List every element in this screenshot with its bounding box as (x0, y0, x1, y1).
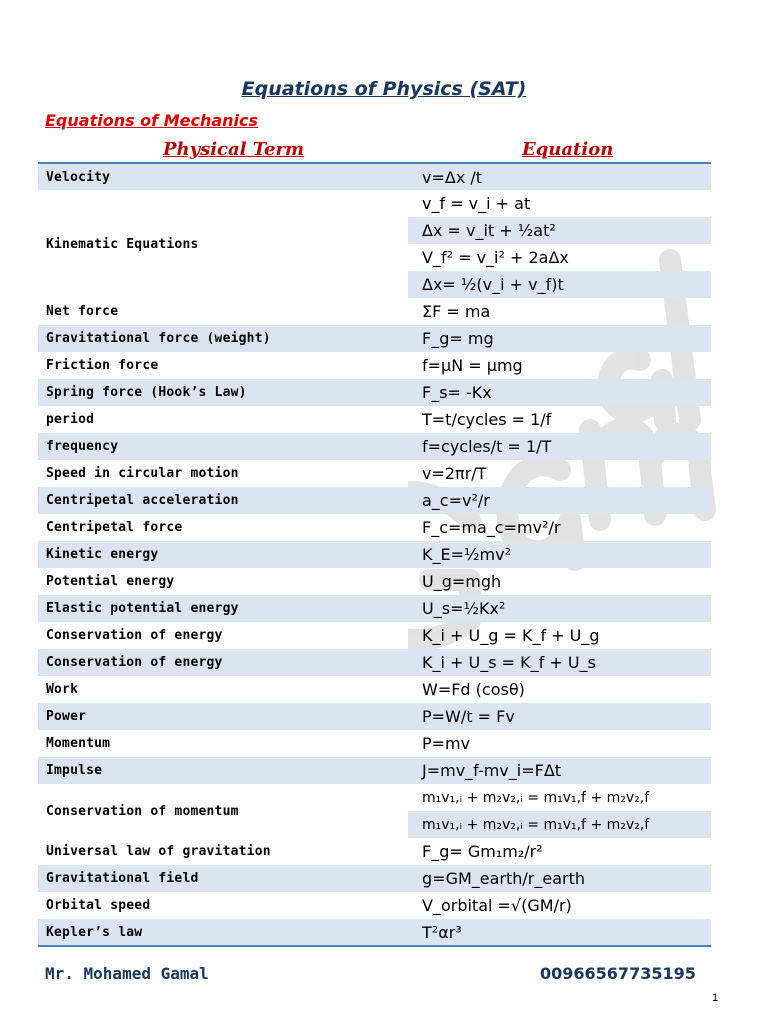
table-row (38, 595, 711, 622)
term-cell: Universal law of gravitation (38, 838, 408, 865)
equation-cell: T=t/cycles = 1/f (422, 410, 552, 429)
table-row (38, 325, 711, 352)
equation-cell: P=W/t = Fv (408, 703, 711, 730)
equation-cell: V_f² = v_i² + 2aΔx (422, 248, 569, 267)
table-row (38, 406, 711, 433)
equation-cell: V_orbital =√(GM/r) (422, 896, 572, 915)
term-cell: Kinematic Equations (38, 190, 408, 298)
term-cell: period (38, 406, 408, 433)
table-row (38, 919, 711, 946)
term-cell: Velocity (38, 163, 408, 190)
table-row (38, 514, 711, 541)
equation-cell: U_g=mgh (422, 572, 502, 591)
table-row (38, 460, 711, 487)
term-cell: Friction force (38, 352, 408, 379)
equation-cell: K_i + U_s = K_f + U_s (408, 649, 711, 676)
term-cell: Conservation of momentum (38, 784, 408, 838)
term-cell: Gravitational field (38, 865, 408, 892)
table-row (38, 352, 711, 379)
table-row (38, 379, 711, 406)
term-cell: Orbital speed (38, 892, 408, 919)
equation-cell: W=Fd (cosθ) (422, 680, 525, 699)
table-row (38, 757, 711, 784)
equation-cell: F_g= mg (408, 325, 711, 352)
table-row (38, 190, 711, 217)
author-name: Mr. Mohamed Gamal (45, 964, 209, 983)
table-row (38, 163, 711, 190)
equation-cell: P=mv (422, 734, 471, 753)
table-row (38, 730, 711, 757)
equation-cell: Δx= ½(v_i + v_f)t (408, 271, 711, 298)
equation-cell: v=Δx /t (408, 163, 711, 190)
table-row (38, 838, 711, 865)
term-cell: Net force (38, 298, 408, 325)
term-cell: Speed in circular motion (38, 460, 408, 487)
table-row (38, 865, 711, 892)
equation-cell: F_c=ma_c=mv²/r (422, 518, 561, 537)
column-header-term: Physical Term (163, 139, 305, 160)
table-row (38, 433, 711, 460)
table-row (38, 649, 711, 676)
term-cell: Centripetal force (38, 514, 408, 541)
phone-number: 00966567735195 (540, 964, 696, 983)
table-row (38, 892, 711, 919)
term-cell: Work (38, 676, 408, 703)
equation-cell: a_c=v²/r (408, 487, 711, 514)
table-row (38, 676, 711, 703)
equation-cell: K_i + U_g = K_f + U_g (422, 626, 600, 645)
table-row (38, 784, 711, 811)
term-cell: Power (38, 703, 408, 730)
equation-cell: F_s= -Kx (408, 379, 711, 406)
section-heading: Equations of Mechanics (45, 111, 259, 130)
equations-table (38, 162, 711, 947)
equation-cell: ΣF = ma (422, 302, 491, 321)
equation-cell: F_g= Gm₁m₂/r² (422, 842, 543, 861)
equation-cell: K_E=½mv² (408, 541, 711, 568)
term-cell: Kepler’s law (38, 919, 408, 946)
table-row (38, 568, 711, 595)
term-cell: Kinetic energy (38, 541, 408, 568)
equation-cell: T²αr³ (408, 919, 711, 946)
term-cell: Centripetal acceleration (38, 487, 408, 514)
equation-cell: m₁v₁,ᵢ + m₂v₂,ᵢ = m₁v₁,f + m₂v₂,f (422, 789, 650, 806)
equation-cell: U_s=½Kx² (408, 595, 711, 622)
table-row (38, 622, 711, 649)
term-cell: Momentum (38, 730, 408, 757)
term-cell: Impulse (38, 757, 408, 784)
equation-cell: g=GM_earth/r_earth (408, 865, 711, 892)
term-cell: Potential energy (38, 568, 408, 595)
table-row (38, 487, 711, 514)
table-row (38, 541, 711, 568)
page-number: 1 (712, 992, 719, 1004)
term-cell: Conservation of energy (38, 622, 408, 649)
term-cell: Gravitational force (weight) (38, 325, 408, 352)
equation-cell: Δx = v_it + ½at² (408, 217, 711, 244)
equation-cell: v_f = v_i + at (422, 194, 531, 213)
term-cell: Conservation of energy (38, 649, 408, 676)
column-header-equation: Equation (522, 139, 614, 160)
equation-cell: f=μN = μmg (422, 356, 523, 375)
table-row (38, 298, 711, 325)
document-title: Equations of Physics (SAT) (241, 78, 527, 100)
equation-cell: v=2πr/T (422, 464, 487, 483)
equation-cell: f=cycles/t = 1/T (408, 433, 711, 460)
equation-cell: J=mv_f-mv_i=FΔt (408, 757, 711, 784)
term-cell: Elastic potential energy (38, 595, 408, 622)
equation-cell: m₁v₁,ᵢ + m₂v₂,ᵢ = m₁v₁,f + m₂v₂,f (408, 811, 711, 838)
term-cell: frequency (38, 433, 408, 460)
term-cell: Spring force (Hook’s Law) (38, 379, 408, 406)
table-row (38, 703, 711, 730)
